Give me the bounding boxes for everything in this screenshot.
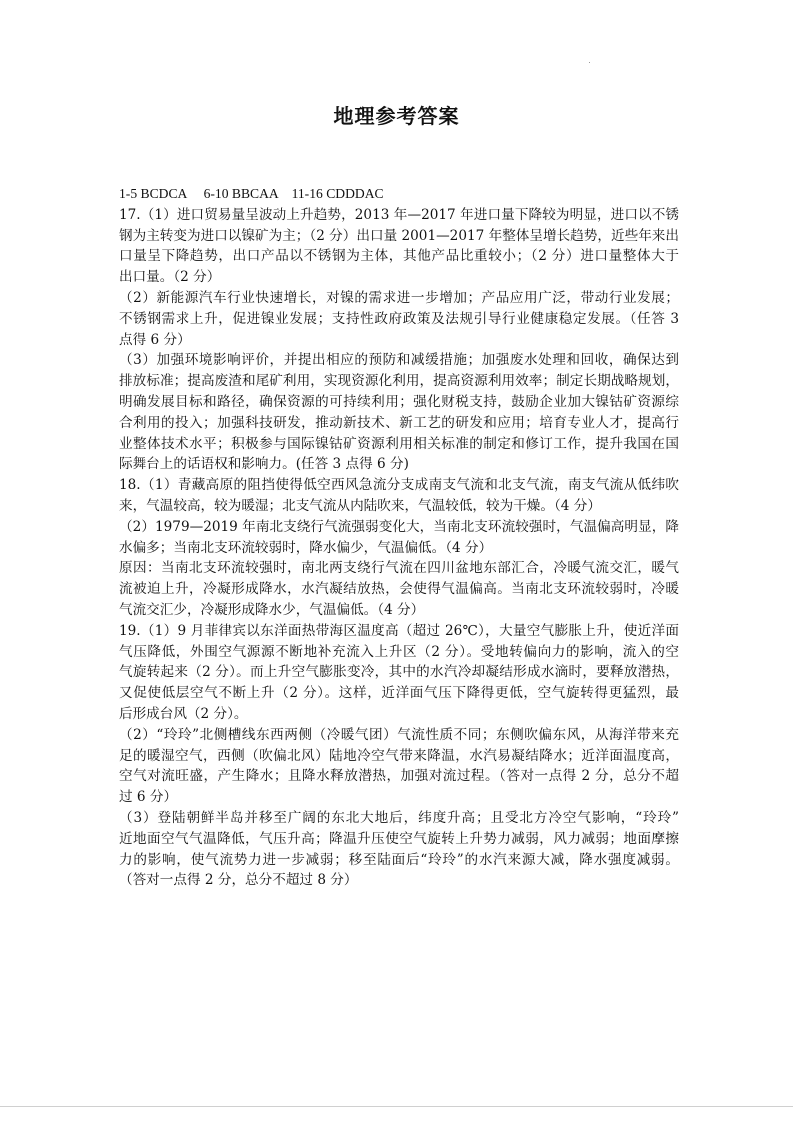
answer-line: 17.（1）进口贸易量呈波动上升趋势，2013 年—2017 年进口量下降较为明显，进口以不锈 xyxy=(119,206,679,223)
answer-line: （3）登陆朝鲜半岛并移至广阔的东北大地后，纬度升高；且受北方冷空气影响，“玲玲” xyxy=(119,809,679,826)
answer-line: 足的暖湿空气，西侧（吹偏北风）陆地冷空气带来降温，水汽易凝结降水；近洋面温度高， xyxy=(119,747,679,764)
answer-line: 合利用的投入；加强科技研发，推动新技术、新工艺的研发和应用；培育专业人才，提高行 xyxy=(119,414,679,431)
answer-line: 原因：当南北支环流较强时，南北两支绕行气流在四川盆地东部汇合，冷暖气流交汇，暖气 xyxy=(119,560,679,577)
answer-line: 不锈钢需求上升，促进镍业发展；支持性政府政策及法规引导行业健康稳定发展。（任答 3 xyxy=(119,310,679,327)
answer-body xyxy=(119,184,679,891)
answer-lines xyxy=(119,205,679,891)
answer-line: 出口量。（2 分） xyxy=(119,269,221,286)
answer-line: （3）加强环境影响评价，并提出相应的预防和减缓措施；加强废水处理和回收，确保达到 xyxy=(119,352,679,369)
answer-line: 力的影响，使气流势力进一步减弱；移至陆面后“玲玲”的水汽来源大减，降水强度减弱。 xyxy=(119,851,679,868)
page-bottom-rule xyxy=(0,1106,793,1107)
answer-line: 空气对流旺盛，产生降水；且降水释放潜热，加强对流过程。（答对一点得 2 分，总分不超 xyxy=(119,768,679,785)
answer-line: 过 6 分） xyxy=(119,789,178,806)
answer-line: （2）1979—2019 年南北支绕行气流强弱变化大，当南北支环流较强时，气温偏高明显，降 xyxy=(119,518,679,535)
answer-line: 18.（1）青藏高原的阻挡使得低空西风急流分支成南支气流和北支气流，南支气流从低纬吹 xyxy=(119,477,679,494)
answer-line: 钢为主转变为进口以镍矿为主；（2 分）出口量 2001—2017 年整体呈增长趋势，近些年来出 xyxy=(119,227,679,244)
answer-line: 际舞台上的话语权和影响力。(任答 3 点得 6 分) xyxy=(119,456,409,473)
answer-line: 又促使低层空气不断上升（2 分）。这样，近洋面气压下降得更低，空气旋转得更猛烈，最 xyxy=(119,685,679,702)
answer-line: 气压降低，外围空气源源不断地补充流入上升区（2 分）。受地转偏向力的影响，流入的空 xyxy=(119,643,679,660)
answer-line: 后形成台风（2 分）。 xyxy=(119,705,248,722)
answer-line: 流被迫上升，冷凝形成降水，水汽凝结放热，会使得气温偏高。当南北支环流较弱时，冷暖 xyxy=(119,581,679,598)
answer-line: 水偏多；当南北支环流较弱时，降水偏少，气温偏低。（4 分） xyxy=(119,539,493,556)
scan-speck xyxy=(589,62,590,63)
answer-line: 排放标准；提高废渣和尾矿利用，实现资源化利用，提高资源利用效率；制定长期战略规划， xyxy=(119,373,679,390)
answer-line: （答对一点得 2 分，总分不超过 8 分） xyxy=(119,872,358,889)
choice-answers: 1-5 BCDCA 6-10 BBCAA 11-16 CDDDAC xyxy=(119,186,384,201)
answer-line: 19.（1）9 月菲律宾以东洋面热带海区温度高（超过 26℃），大量空气膨胀上升，使近洋面 xyxy=(119,622,679,639)
page-title: 地理参考答案 xyxy=(333,104,460,128)
answer-line: 明确发展目标和路径，确保资源的可持续利用；强化财税支持，鼓励企业加大镍钴矿资源综 xyxy=(119,393,679,410)
answer-line: 气流交汇少，冷凝形成降水少，气温偏低。（4 分） xyxy=(119,601,425,618)
answer-line: 来，气温较高，较为暖湿；北支气流从内陆吹来，气温较低，较为干燥。（4 分） xyxy=(119,497,601,514)
answer-line: （2）新能源汽车行业快速增长，对镍的需求进一步增加；产品应用广泛，带动行业发展； xyxy=(119,289,679,306)
answer-line: （2）“玲玲”北侧槽线东西两侧（冷暖气团）气流性质不同；东侧吹偏东风，从海洋带来充 xyxy=(119,726,679,743)
answer-line: 近地面空气气温降低，气压升高；降温升压使空气旋转上升势力减弱，风力减弱；地面摩擦 xyxy=(119,830,679,847)
answer-line: 气旋转起来（2 分）。而上升空气膨胀变冷，其中的水汽冷却凝结形成水滴时，要释放潜热， xyxy=(119,664,679,681)
answer-line: 业整体技术水平；积极参与国际镍钴矿资源利用相关标准的制定和修订工作，提升我国在国 xyxy=(119,435,679,452)
answer-line: 点得 6 分） xyxy=(119,331,191,348)
answer-line: 口量呈下降趋势，出口产品以不锈钢为主体，其他产品比重较小；（2 分）进口量整体大于 xyxy=(119,248,679,265)
